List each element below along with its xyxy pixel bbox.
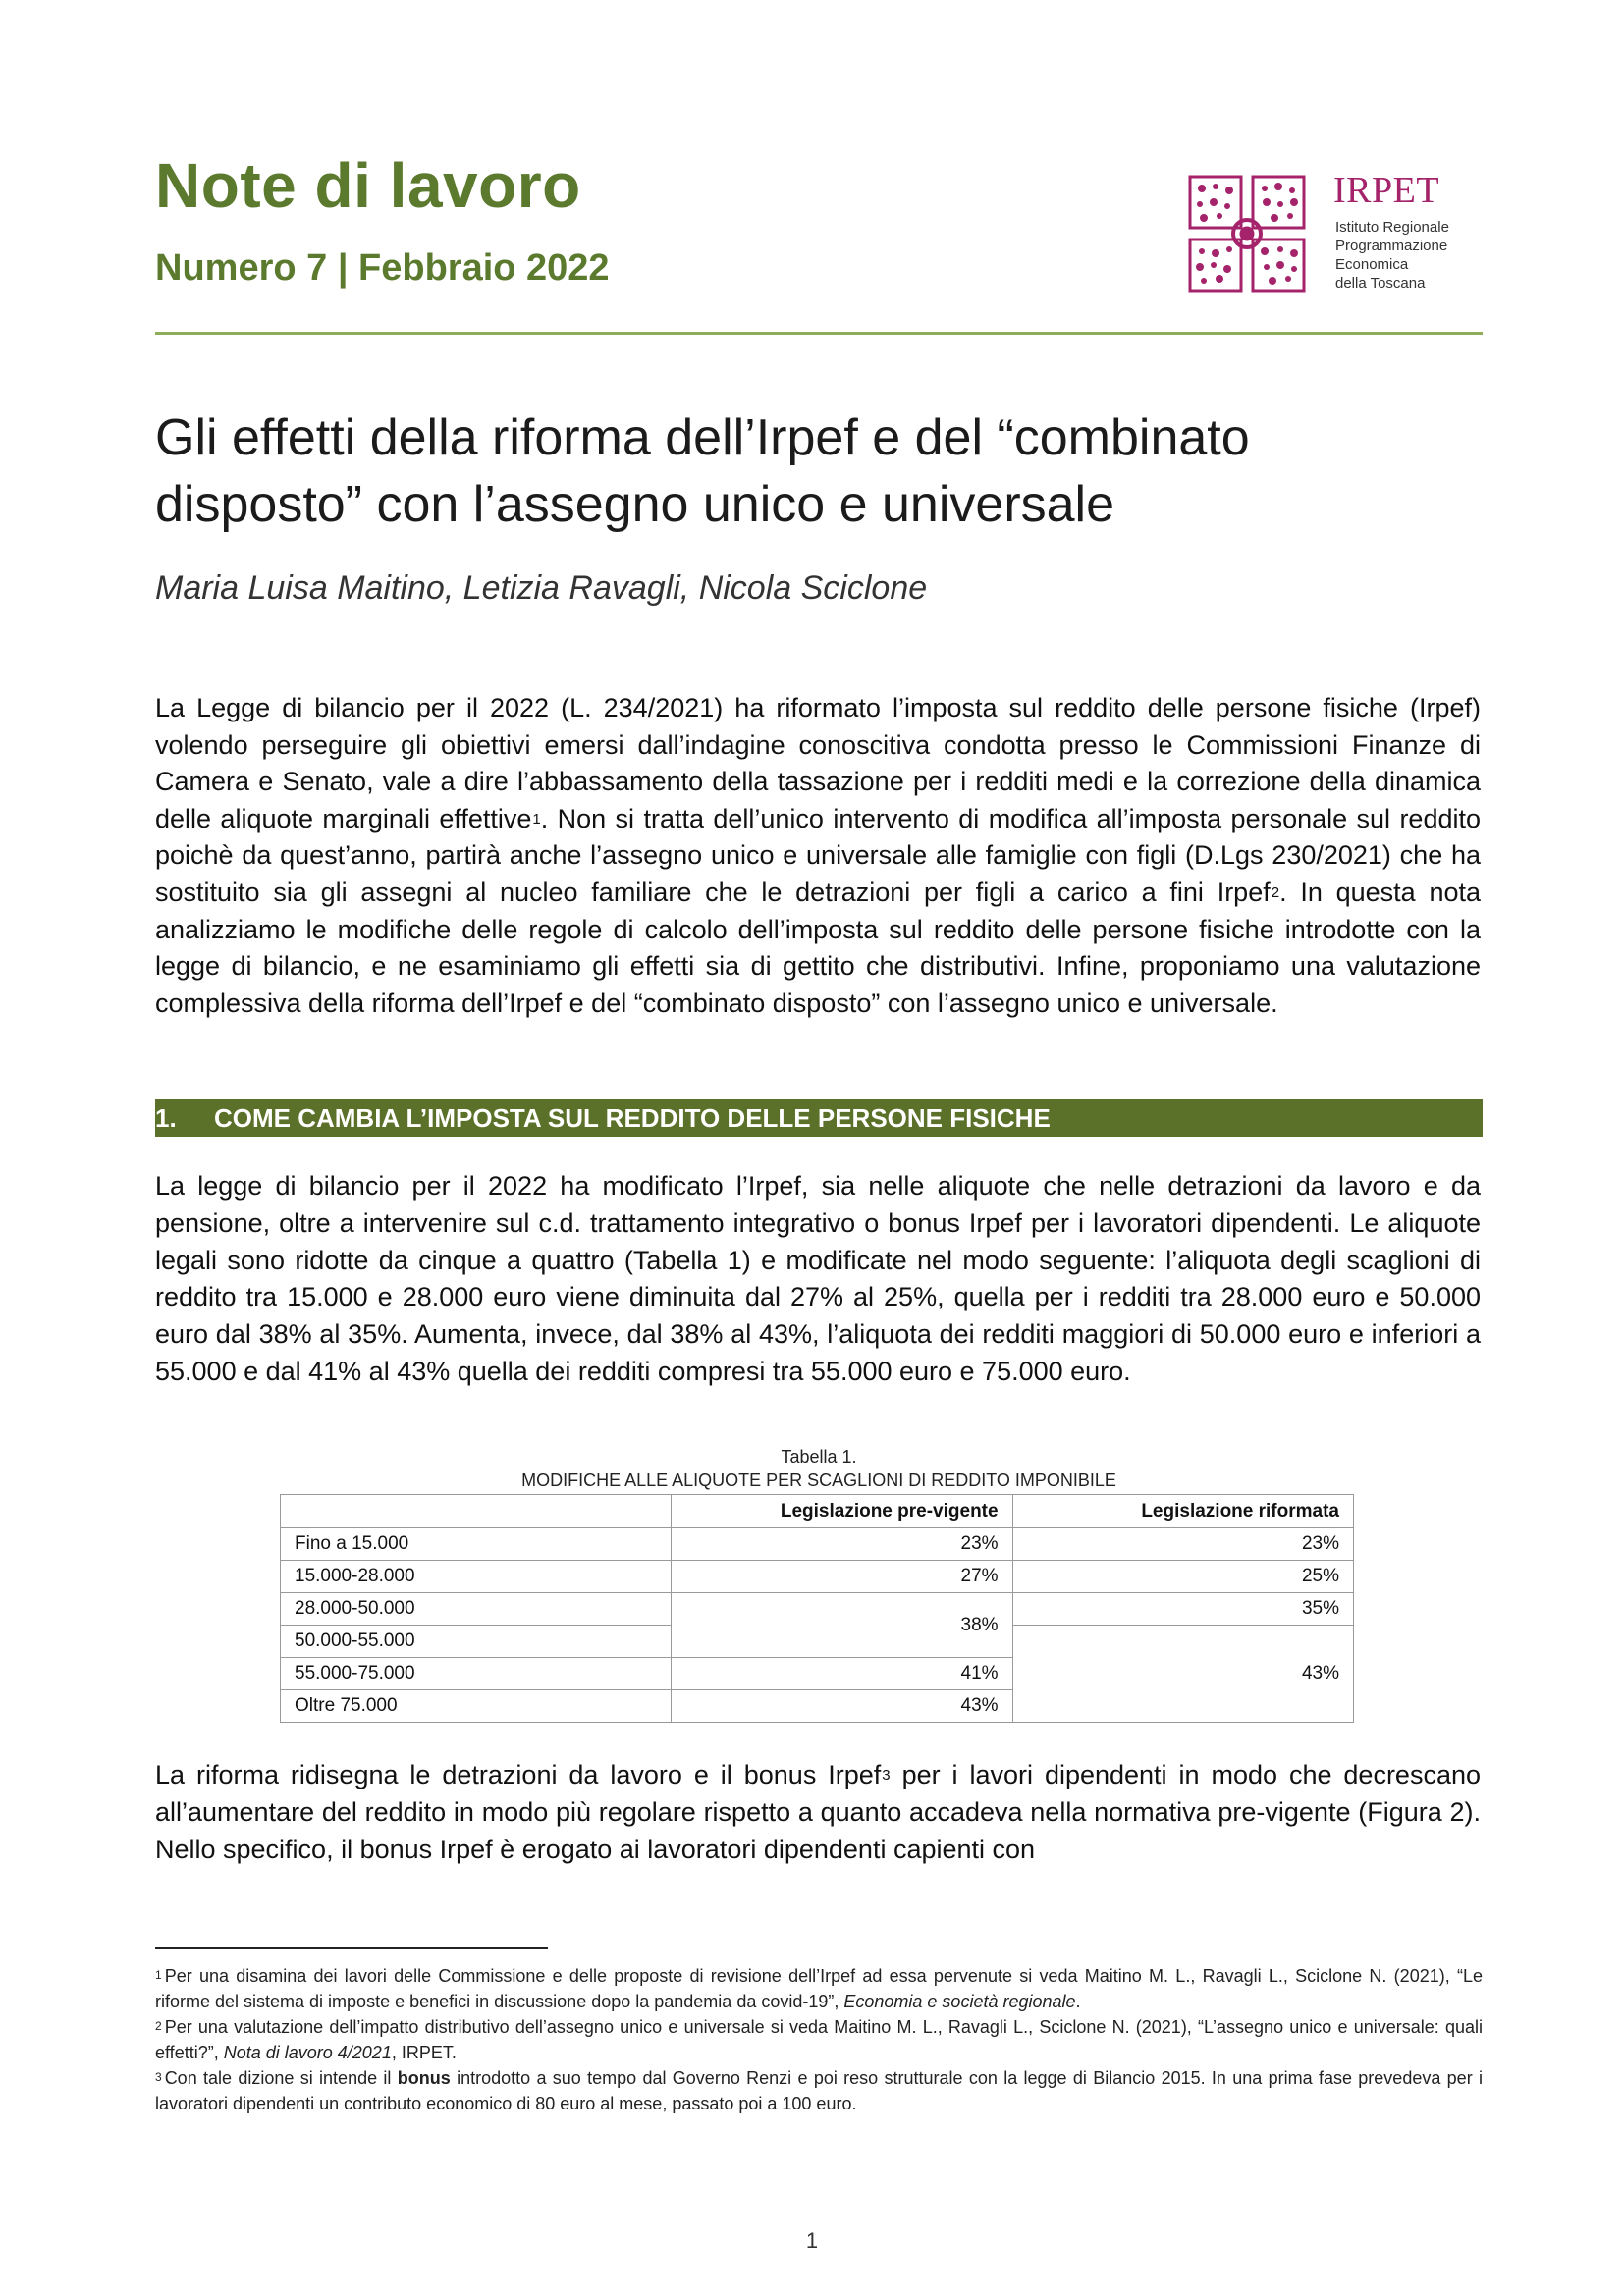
footnote-number: 1 — [155, 1968, 162, 1982]
table-cell-post: 23% — [1012, 1528, 1353, 1561]
irpet-logo-icon — [1186, 173, 1308, 294]
logo-subtitle-line: Programmazione — [1335, 238, 1448, 254]
series-title: Note di lavoro — [155, 150, 581, 221]
page-number: 1 — [805, 2228, 819, 2253]
body-paragraph: La legge di bilancio per il 2022 ha modificato l’Irpef, sia nelle aliquote che nelle detrazioni da lavoro e da pensione, oltre a intervenire sul c.d. trattamento integrativo o bonus Irpef per i lavoratori dipendenti. Le aliquote legali sono ridotte da cinque a quattro (Tabella 1) e modificate nel modo seguente: l’aliquota degli scaglioni di reddito tra 15.000 e 28.000 euro viene diminuita dal 27% al 25%, quella per i redditi tra 28.000 euro e 50.000 euro dal 38% al 35%. Aumenta, invece, dal 38% al 43%, l’aliquota dei redditi maggiori di 50.000 euro e inferiori a 55.000 e dal 41% al 43% quella dei redditi compresi tra 55.000 euro e 75.000 euro. — [155, 1171, 1481, 1386]
table-cell-pre: 38% — [672, 1593, 1012, 1658]
tax-rates-table — [280, 1494, 1354, 1723]
table-cell-label: 28.000-50.000 — [281, 1593, 672, 1626]
footnote-italic: Economia e società regionale — [843, 1992, 1076, 2011]
table-cell-label: Oltre 75.000 — [281, 1690, 672, 1723]
table-row — [281, 1561, 1354, 1593]
document-title-line: Gli effetti della riforma dell’Irpef e del “combinato — [155, 409, 1250, 466]
table-cell-post: 43% — [1012, 1626, 1353, 1723]
table-cell-pre: 23% — [672, 1528, 1012, 1561]
footnote-text: introdotto a suo tempo dal Governo Renzi e poi reso strutturale con la legge di Bilancio 2015. In una prima fase prevedeva per i lavoratori dipendenti un contributo economico di 80 euro al mese, passato poi a 100 euro. — [155, 2068, 1484, 2113]
logo-subtitle-line: Economica — [1335, 256, 1409, 273]
table-cell-label: Fino a 15.000 — [281, 1528, 672, 1561]
footnote — [155, 1963, 1483, 2014]
table-subtitle: MODIFICHE ALLE ALIQUOTE PER SCAGLIONI DI REDDITO IMPONIBILE — [521, 1470, 1116, 1490]
abstract-paragraph — [155, 690, 1481, 1022]
table-cell-pre: 41% — [672, 1658, 1012, 1690]
footnote-bold: bonus — [397, 2068, 451, 2088]
table-cell-pre: 43% — [672, 1690, 1012, 1723]
document-title-line: disposto” con l’assegno unico e universale — [155, 476, 1115, 533]
abstract-text: . Non si tratta dell’unico intervento di modifica all’imposta personale sul reddito poichè da quest’anno, partirà anche l’assegno unico e universale alle famiglie con figli (D.Lgs 230/2021) che ha sostituito sia gli assegni al nucleo familiare che le detrazioni per figli a carico a fini Irpef — [155, 803, 1481, 907]
table-cell-post: 35% — [1012, 1593, 1353, 1626]
table-cell-label: 15.000-28.000 — [281, 1561, 672, 1593]
logo-name: IRPET — [1333, 170, 1440, 211]
footnote-ref[interactable]: 1 — [532, 810, 541, 828]
table-cell-pre: 27% — [672, 1561, 1012, 1593]
table-header-cell — [281, 1495, 672, 1528]
logo-subtitle-line: Istituto Regionale — [1335, 219, 1449, 236]
footnote-text: Per una valutazione dell’impatto distributivo dell’assegno unico e universale si veda Maitino M. L., Ravagli L., Sciclone N. (2021), “L’assegno unico e universale: quali effetti?”, — [155, 2017, 1483, 2062]
section-title: COME CAMBIA L’IMPOSTA SUL REDDITO DELLE PERSONE FISICHE — [214, 1103, 1051, 1133]
issue-line: Numero 7 | Febbraio 2022 — [155, 247, 610, 289]
table-cell-post: 25% — [1012, 1561, 1353, 1593]
table-header-cell: Legislazione pre-vigente — [672, 1495, 1012, 1528]
footnote — [155, 2014, 1483, 2065]
table-header-cell: Legislazione riformata — [1012, 1495, 1353, 1528]
table-cell-label: 55.000-75.000 — [281, 1658, 672, 1690]
footnote-text: Con tale dizione si intende il — [164, 2068, 398, 2088]
header-divider — [155, 332, 1483, 335]
document-title — [155, 404, 1483, 538]
table-row — [281, 1528, 1354, 1561]
authors: Maria Luisa Maitino, Letizia Ravagli, Nicola Sciclone — [155, 569, 928, 607]
body-text: La riforma ridisegna le detrazioni da lavoro e il bonus Irpef — [155, 1760, 882, 1789]
footnote-italic: Nota di lavoro 4/2021 — [223, 2043, 392, 2062]
footnote-number: 3 — [155, 2070, 162, 2084]
footnote — [155, 2065, 1483, 2116]
table-header-row — [281, 1495, 1354, 1528]
footnote-text: Per una disamina dei lavori delle Commissione e delle proposte di revisione dell’Irpef ad essa pervenute si veda Maitino M. L., Ravagli L., Sciclone N. (2021), “Le riforme del sistema di imposte e benefici in discussione dopo la pandemia da covid-19”, — [155, 1966, 1483, 2011]
footnote-ref[interactable]: 3 — [882, 1767, 891, 1784]
footnote-divider — [155, 1947, 548, 1949]
footnote-text: . — [1075, 1992, 1081, 2011]
body-text: per i lavori dipendenti in modo che decrescano all’aumentare del reddito in modo più regolare rispetto a quanto accadeva nella normativa pre-vigente (Figura 2). Nello specifico, il bonus Irpef è erogato ai lavoratori dipendenti capienti con — [155, 1760, 1482, 1864]
footnotes — [155, 1963, 1483, 2116]
irpet-logo — [1186, 170, 1481, 300]
body-paragraph — [155, 1757, 1481, 1868]
footnote-number: 2 — [155, 2019, 162, 2033]
table-caption: Tabella 1. — [781, 1447, 857, 1467]
abstract-text: . In questa nota analizziamo le modifiche delle regole di calcolo dell’imposta sul reddito delle persone fisiche introdotte con la legge di bilancio, e ne esaminiamo gli effetti sia di gettito che distributivi. Infine, proponiamo una valutazione complessiva della riforma dell’Irpef e del “combinato disposto” con l’assegno unico e universale. — [155, 877, 1481, 1018]
footnote-text: , IRPET. — [391, 2043, 457, 2062]
logo-subtitle-line: della Toscana — [1335, 275, 1426, 292]
table-row — [281, 1593, 1354, 1626]
abstract-text: La Legge di bilancio per il 2022 (L. 234/2021) ha riformato l’imposta sul reddito delle persone fisiche (Irpef) volendo perseguire gli obiettivi emersi dall’indagine conoscitiva condotta presso le Commissioni Finanze di Camera e Senato, vale a dire l’abbassamento della tassazione per i redditi medi e la correzione della dinamica delle aliquote marginali effettive — [155, 693, 1481, 833]
logo-subtitle — [1335, 218, 1483, 293]
section-number: 1. — [155, 1103, 177, 1133]
footnote-ref[interactable]: 2 — [1271, 883, 1280, 901]
section-heading — [155, 1099, 1483, 1137]
table-cell-label: 50.000-55.000 — [281, 1626, 672, 1658]
